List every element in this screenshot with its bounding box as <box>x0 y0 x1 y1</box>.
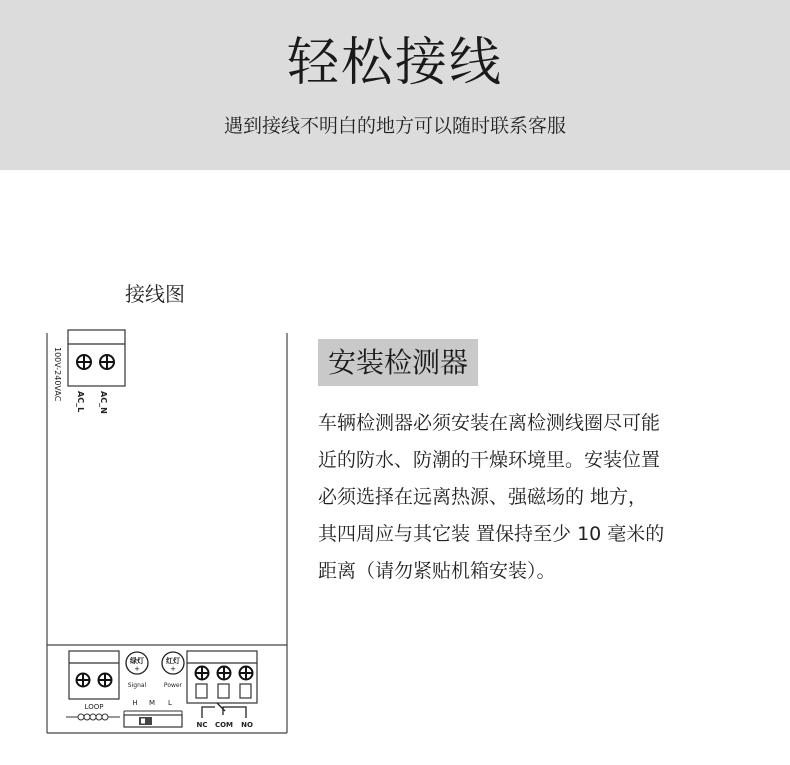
page-title: 轻松接线 <box>286 33 503 93</box>
green-led-indicator <box>126 652 148 674</box>
red-led-plus: + <box>170 665 176 673</box>
loop-terminal-block <box>69 651 119 699</box>
ac-n-label: AC_N <box>99 391 108 414</box>
description-line: 车辆检测器必须安装在离检测线圈尽可能 <box>318 412 661 434</box>
red-led-indicator <box>162 652 184 674</box>
terminal-screw-icon <box>77 355 91 369</box>
green-led-label: 绿灯 <box>130 657 144 665</box>
install-description <box>318 405 748 590</box>
power-range-label: 100V-240VAC <box>53 347 62 402</box>
no-label: NO <box>241 721 253 729</box>
diagram-label: 接线图 <box>125 282 185 306</box>
description-line: 近的防水、防潮的干燥环境里。安装位置 <box>318 449 661 471</box>
relay-contact-icon <box>202 703 246 718</box>
red-led-label: 红灯 <box>166 657 180 665</box>
com-label: COM <box>214 721 234 729</box>
nc-label: NC <box>196 721 208 729</box>
description-line: 必须选择在远离热源、强磁场的 地方， <box>318 486 648 508</box>
terminal-screw-icon <box>77 674 90 687</box>
loop-label: LOOP <box>84 703 104 711</box>
terminal-screw-icon <box>218 667 231 680</box>
section-title: 安装检测器 <box>318 339 478 386</box>
terminal-screw-icon <box>240 667 253 680</box>
ac-l-label: AC_L <box>76 391 85 413</box>
switch-l-label: L <box>168 699 172 707</box>
terminal-screw-icon <box>196 667 209 680</box>
green-led-plus: + <box>134 665 140 673</box>
power-label: Power <box>163 682 183 689</box>
wiring-diagram <box>42 325 292 735</box>
page-subtitle: 遇到接线不明白的地方可以随时联系客服 <box>223 115 566 137</box>
terminal-screw-icon <box>99 674 112 687</box>
switch-m-label: M <box>148 699 156 707</box>
switch-h-label: H <box>132 699 138 707</box>
header-banner <box>0 0 790 170</box>
terminal-screw-icon <box>100 355 114 369</box>
description-line: 其四周应与其它装 置保持至少 10 毫米的 <box>318 523 665 545</box>
signal-label: Signal <box>127 682 147 689</box>
relay-terminal-block <box>187 651 257 703</box>
power-terminal-block <box>68 330 125 386</box>
description-line: 距离（请勿紧贴机箱安装）。 <box>318 560 556 582</box>
loop-coil-icon <box>66 714 120 720</box>
sensitivity-switch <box>124 711 182 727</box>
